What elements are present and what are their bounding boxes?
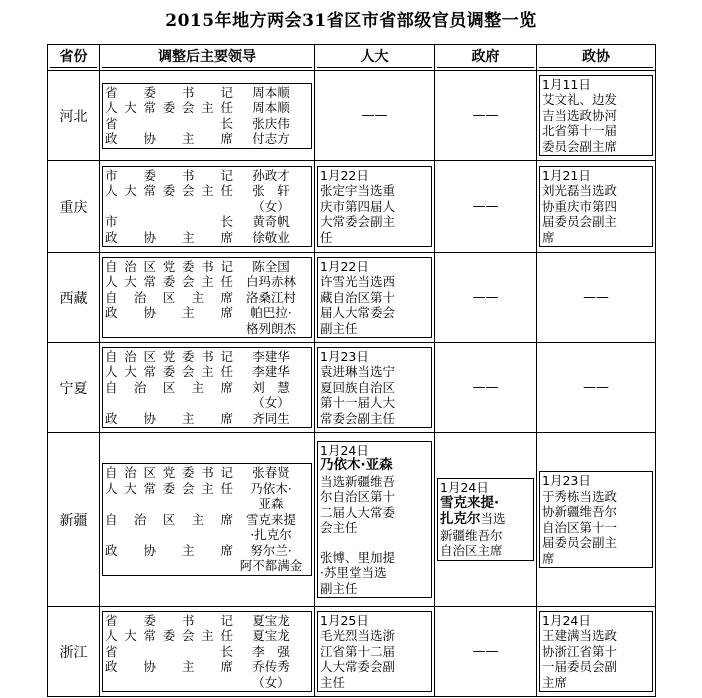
leader-position: 人大常委会主任 (105, 274, 233, 290)
leader-position: 自治区党委书记 (105, 258, 233, 274)
gov-line: 新疆维吾尔 (440, 527, 503, 543)
leader-position: 省长 (105, 115, 233, 131)
leader-line (105, 100, 309, 116)
leader-name: 夏宝龙 (252, 612, 290, 628)
cppcc-date: 1月11日 (542, 76, 591, 92)
cppcc-line: 刘光磊当选政 (542, 183, 618, 199)
leaders-box (102, 611, 312, 693)
cppcc-cell (537, 253, 656, 343)
npc-line: ·苏里堂当选 (320, 565, 387, 581)
cppcc-cell (537, 433, 656, 607)
header-npc: 人大 (315, 45, 435, 71)
npc-line: 毛光烈当选浙 (320, 628, 396, 644)
header-leaders: 调整后主要领导 (100, 45, 315, 71)
leaders-cell (100, 607, 315, 697)
npc-line: 主任 (320, 674, 346, 690)
leader-name: 付志方 (252, 131, 290, 146)
leader-position: 政协主席 (105, 229, 233, 245)
leader-name: 阿不都满金 (239, 558, 303, 574)
leader-name: （女） (252, 395, 290, 411)
leaders-box (102, 83, 312, 149)
leader-name: 黄奇帆 (252, 214, 290, 230)
gov-dash: —— (472, 198, 499, 214)
header-row (48, 45, 656, 71)
table-row (48, 253, 656, 343)
npc-line: 大常委会副主 (320, 214, 396, 230)
leader-name: 帕巴拉· (250, 305, 292, 321)
leader-line (105, 305, 309, 321)
leader-position: 政协主席 (105, 542, 233, 558)
leader-line (105, 230, 309, 246)
leaders-box (102, 347, 312, 429)
leader-name: 刘 慧 (252, 379, 290, 395)
gov-cell (435, 433, 537, 607)
cppcc-line: 协重庆市第四 (542, 198, 618, 214)
cppcc-line: 于秀栋当选政 (542, 488, 618, 504)
gov-bold-line (440, 511, 531, 528)
header-gov: 政府 (435, 45, 537, 71)
cppcc-line: 王建满当选政 (542, 628, 618, 644)
leader-name: 陈全国 (252, 258, 290, 274)
gov-cell (435, 343, 537, 433)
leader-position: 人大常委会主任 (105, 100, 233, 115)
table-row (48, 71, 656, 161)
npc-cell (315, 71, 435, 161)
cppcc-line: 艾文礼、边发 (542, 92, 618, 108)
leader-name: 张 轩 (252, 183, 290, 199)
leader-name: 李建华 (252, 364, 290, 380)
leader-line (105, 558, 309, 574)
npc-date: 1月22日 (320, 258, 369, 274)
gov-bold-name: 雪克来提· (440, 494, 500, 511)
npc-line: 人大常委会副 (320, 659, 396, 675)
npc-line: 当选新疆维吾 (320, 473, 396, 489)
header-province: 省份 (48, 45, 100, 71)
npc-cell (315, 161, 435, 253)
leaders-cell (100, 161, 315, 253)
leader-name: 洛桑江村 (245, 289, 296, 305)
leader-name: 张庆伟 (252, 115, 290, 131)
leader-position: 自治区主席 (105, 289, 233, 305)
leader-name: 白玛赤林 (245, 274, 296, 290)
leader-line (105, 659, 309, 675)
leaders-cell (100, 343, 315, 433)
leader-line (105, 644, 309, 660)
cppcc-line: 协新疆维吾尔 (542, 504, 618, 519)
leader-line (105, 349, 309, 365)
leader-name: 乃依木· (250, 480, 292, 496)
gov-bold-name-2: 扎克尔 (440, 511, 481, 528)
gov-suffix: 当选 (480, 511, 506, 527)
cppcc-date: 1月21日 (542, 167, 591, 183)
npc-bold-name: 乃依木·亚森 (320, 457, 393, 474)
npc-date: 1月25日 (320, 612, 369, 628)
leader-line (105, 380, 309, 396)
leader-line (105, 364, 309, 380)
gov-dash: —— (472, 379, 499, 395)
leader-name: （女） (252, 198, 290, 214)
cppcc-box (539, 471, 653, 568)
page-title: 2015年地方两会31省区市省部级官员调整一览 (165, 11, 537, 31)
leader-line (105, 116, 309, 132)
leader-line (105, 512, 309, 528)
gov-line: 自治区主席 (440, 543, 503, 559)
cppcc-cell (537, 161, 656, 253)
npc-box (317, 166, 432, 248)
leader-line (105, 85, 309, 101)
leader-line (105, 259, 309, 275)
gov-cell (435, 161, 537, 253)
leader-line (105, 321, 309, 337)
leader-name: 雪克来提 (245, 511, 296, 527)
npc-box (317, 257, 432, 339)
gov-dash: —— (472, 107, 499, 123)
leader-line (105, 675, 309, 691)
npc-box (317, 347, 432, 429)
npc-line: 会主任 (320, 520, 358, 536)
leader-position: 政协主席 (105, 131, 233, 146)
leader-line (105, 465, 309, 481)
leader-position: 人大常委会主任 (105, 628, 233, 644)
leader-name: ·扎克尔 (250, 527, 292, 543)
leader-line (105, 131, 309, 147)
leader-name: 乔传秀 (252, 659, 290, 675)
leader-position: 市委书记 (105, 167, 233, 183)
leader-line (105, 274, 309, 290)
gov-cell (435, 607, 537, 697)
leader-line (105, 290, 309, 306)
leader-line (105, 543, 309, 559)
leader-line (105, 411, 309, 427)
leader-line (105, 395, 309, 411)
npc-line: 二届人大常委 (320, 504, 396, 520)
leader-position: 人大常委会主任 (105, 480, 233, 496)
leader-name: 齐同生 (252, 410, 290, 426)
cppcc-date: 1月23日 (542, 473, 591, 488)
header-cppcc: 政协 (537, 45, 656, 71)
leader-name: 张春贤 (252, 465, 290, 481)
leader-position: 人大常委会主任 (105, 364, 233, 380)
leader-position: 自治区党委书记 (105, 465, 233, 481)
leaders-cell (100, 71, 315, 161)
cppcc-dash: —— (583, 379, 609, 395)
leader-name: 亚森 (258, 496, 284, 512)
npc-cell (315, 607, 435, 697)
leader-position: 自治区党委书记 (105, 348, 233, 364)
leader-position: 省长 (105, 643, 233, 659)
leader-name: 努尔兰· (250, 542, 292, 558)
leaders-box (102, 166, 312, 248)
cppcc-box (539, 166, 653, 248)
leader-name: 周本顺 (252, 100, 290, 115)
cppcc-line: 一届委员会副 (542, 659, 618, 675)
npc-line: 庆市第四届人 (320, 198, 396, 214)
npc-cell (315, 253, 435, 343)
province-cell: 浙江 (48, 607, 100, 697)
leader-line (105, 527, 309, 543)
cppcc-line: 吉当选政协河 (542, 107, 618, 123)
cppcc-line: 委员会副主席 (542, 138, 618, 154)
npc-line: 张博、里加提 (320, 549, 396, 565)
npc-line: 江省第十二届 (320, 643, 396, 659)
npc-line: 夏回族自治区 (320, 379, 396, 395)
leader-position: 自治区主席 (105, 379, 233, 395)
cppcc-cell (537, 343, 656, 433)
npc-gap (320, 536, 429, 550)
table-row (48, 433, 656, 607)
officials-table (47, 44, 656, 697)
npc-cell (315, 343, 435, 433)
leader-position: 人大常委会主任 (105, 183, 233, 199)
leader-line (105, 183, 309, 199)
npc-line: 常委会副主任 (320, 410, 396, 426)
leader-name: 徐敬业 (252, 229, 290, 245)
gov-dash: —— (472, 289, 499, 305)
province-cell: 西藏 (48, 253, 100, 343)
leaders-box (102, 463, 312, 576)
cppcc-line: 自治区第十一 (542, 519, 618, 535)
cppcc-line: 主席 (542, 674, 568, 690)
leader-line (105, 628, 309, 644)
leaders-cell (100, 253, 315, 343)
cppcc-date: 1月24日 (542, 612, 591, 628)
leader-line (105, 481, 309, 497)
table-row (48, 607, 656, 697)
leader-position: 政协主席 (105, 659, 233, 675)
gov-cell (435, 253, 537, 343)
npc-line: 第十一届人大 (320, 395, 396, 411)
leader-name: 周本顺 (252, 84, 290, 100)
npc-line: 许雪光当选西 (320, 274, 396, 290)
npc-line: 任 (320, 229, 333, 245)
leader-line (105, 214, 309, 230)
leader-line (105, 496, 309, 512)
cppcc-line: 协浙江省第十 (542, 643, 618, 659)
cppcc-line: 席 (542, 550, 555, 566)
cppcc-line: 届委员会副主 (542, 214, 618, 230)
table-row (48, 343, 656, 433)
npc-line: 张定宇当选重 (320, 183, 396, 199)
gov-cell (435, 71, 537, 161)
province-cell: 重庆 (48, 161, 100, 253)
cppcc-dash: —— (583, 289, 609, 305)
npc-line: 藏自治区第十 (320, 289, 396, 305)
leader-name: 格列朗杰 (245, 320, 296, 336)
leader-name: 李 强 (252, 643, 290, 659)
province-cell: 河北 (48, 71, 100, 161)
npc-line: 副主任 (320, 320, 358, 336)
leaders-cell (100, 433, 315, 607)
leader-position: 政协主席 (105, 410, 233, 426)
leader-position: 政协主席 (105, 305, 233, 321)
cppcc-line: 席 (542, 229, 555, 245)
npc-line: 袁进琳当选宁 (320, 364, 396, 380)
cppcc-box (539, 75, 653, 157)
leader-name: 孙政才 (252, 167, 290, 183)
leader-name: 夏宝龙 (252, 628, 290, 644)
table-row (48, 161, 656, 253)
cppcc-cell (537, 71, 656, 161)
npc-box (317, 441, 432, 599)
leader-line (105, 199, 309, 215)
npc-line: 届人大常委会 (320, 305, 396, 321)
leader-position: 自治区主席 (105, 511, 233, 527)
leader-name: 李建华 (252, 348, 290, 364)
npc-cell (315, 433, 435, 607)
leader-line (105, 168, 309, 184)
gov-dash: —— (472, 643, 499, 659)
leader-line (105, 613, 309, 629)
cppcc-line: 届委员会副主 (542, 535, 618, 550)
province-cell: 新疆 (48, 433, 100, 607)
leader-position: 省委书记 (105, 612, 233, 628)
leaders-box (102, 257, 312, 339)
npc-line: 尔自治区第十 (320, 489, 396, 505)
npc-date: 1月23日 (320, 348, 369, 364)
cppcc-line: 北省第十一届 (542, 123, 618, 139)
npc-line: 副主任 (320, 580, 358, 596)
npc-date: 1月22日 (320, 167, 369, 183)
npc-date: 1月24日 (320, 442, 369, 458)
npc-dash: —— (361, 107, 388, 123)
leader-name: （女） (252, 674, 290, 690)
cppcc-box (539, 611, 653, 693)
cppcc-cell (537, 607, 656, 697)
gov-date: 1月24日 (440, 480, 489, 496)
gov-box (437, 478, 534, 561)
npc-box (317, 611, 432, 693)
leader-position: 省委书记 (105, 84, 233, 100)
leader-position: 市长 (105, 214, 233, 230)
province-cell: 宁夏 (48, 343, 100, 433)
